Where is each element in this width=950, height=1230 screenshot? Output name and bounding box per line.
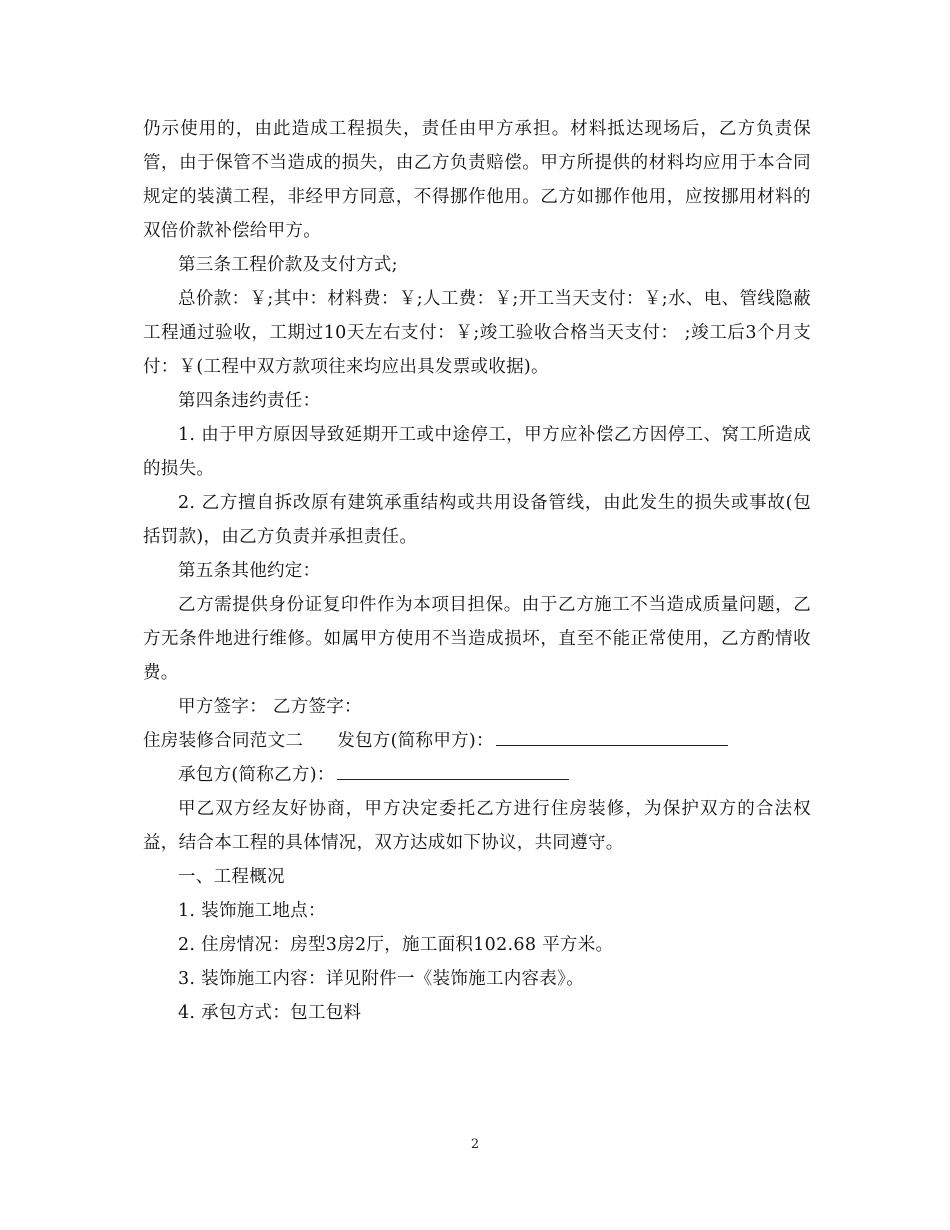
paragraph-breach-party-a: 1. 由于甲方原因导致延期开工或中途停工，甲方应补偿乙方因停工、窝工所造成的损失。	[143, 425, 811, 479]
party-a-label: 发包方(简称甲方)：	[337, 731, 494, 751]
article-4-heading: 第四条违约责任：	[178, 391, 321, 411]
document-body	[143, 112, 811, 1030]
article-3-heading: 第三条工程价款及支付方式;	[178, 255, 398, 275]
item-4-contract-type: 4. 承包方式：包工包料	[178, 1003, 362, 1023]
party-a-blank	[496, 727, 728, 746]
section-1-heading: 一、工程概况	[178, 867, 285, 887]
paragraph-payment-terms: 总价款：￥;其中：材料费：￥;人工费：￥;开工当天支付：￥;水、电、管线隐蔽工程通过验收，工期过10天左右支付：￥;竣工验收合格当天支付： ;竣工后3个月支付：￥(工程中双方款项往来均应出具发票或收据)。	[143, 289, 811, 377]
party-b-line	[143, 758, 811, 792]
item-3-content: 3. 装饰施工内容：详见附件一《装饰施工内容表》。	[178, 969, 585, 989]
party-b-label: 承包方(简称乙方)：	[178, 765, 335, 785]
paragraph-agreement-intro: 甲乙双方经友好协商，甲方决定委托乙方进行住房装修，为保护双方的合法权益，结合本工程的具体情况，双方达成如下协议，共同遵守。	[143, 799, 811, 853]
signature-line: 甲方签字： 乙方签字：	[178, 697, 362, 717]
paragraph-material-liability: 仍示使用的，由此造成工程损失，责任由甲方承担。材料抵达现场后，乙方负责保管，由于保管不当造成的损失，由乙方负责赔偿。甲方所提供的材料均应用于本合同规定的装潢工程，非经甲方同意，不得挪作他用。乙方如挪作他用，应按挪用材料的双倍价款补偿给甲方。	[143, 119, 811, 241]
contract-title: 住房装修合同范文二	[143, 731, 304, 751]
page-number: 2	[470, 1137, 480, 1152]
article-5-heading: 第五条其他约定：	[178, 561, 321, 581]
contract-title-line	[143, 724, 811, 758]
paragraph-other-terms: 乙方需提供身份证复印件作为本项目担保。由于乙方施工不当造成质量问题，乙方无条件地进行维修。如属甲方使用不当造成损坏，直至不能正常使用，乙方酌情收费。	[143, 595, 811, 683]
item-2-housing: 2. 住房情况：房型3房2厅，施工面积102.68 平方米。	[178, 935, 614, 955]
party-b-blank	[337, 761, 569, 780]
item-1-location: 1. 装饰施工地点：	[178, 901, 326, 921]
paragraph-breach-party-b: 2. 乙方擅自拆改原有建筑承重结构或共用设备管线，由此发生的损失或事故(包括罚款)，由乙方负责并承担责任。	[143, 493, 811, 547]
